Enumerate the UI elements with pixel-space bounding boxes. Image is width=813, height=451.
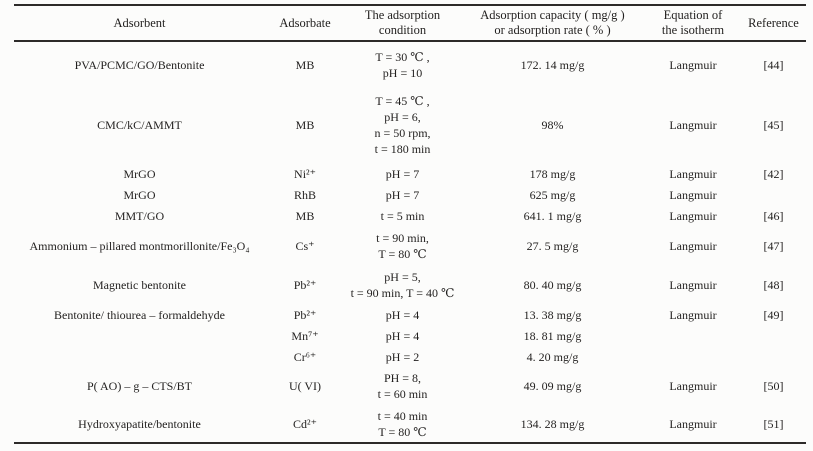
cell-adsorbate: U( VI): [288, 379, 322, 393]
table-row: [14, 184, 806, 205]
cell-reference: [741, 346, 806, 367]
condition-line: t = 40 min: [377, 408, 428, 423]
cell-isotherm: Langmuir: [669, 379, 717, 393]
cell-adsorbate: Cd²⁺: [293, 416, 317, 431]
condition-line: pH = 4: [385, 328, 420, 343]
condition-line: t = 60 min: [377, 387, 428, 401]
table-row: [14, 304, 806, 325]
table-row: [14, 205, 806, 226]
cell-adsorbent: Ammonium – pillared montmorillonite/Fe₃O₄: [29, 238, 250, 253]
condition-line: pH = 5,: [384, 269, 421, 284]
cell-adsorbent: P( AO) – g – CTS/BT: [86, 379, 192, 393]
cell-reference: [48]: [763, 277, 784, 292]
cell-isotherm: [645, 346, 741, 367]
header-line: or adsorption rate ( % ): [494, 23, 611, 37]
cell-capacity: 178 mg/g: [529, 166, 576, 181]
column-header-reference: [741, 5, 806, 41]
table-row: [14, 325, 806, 346]
cell-capacity: 98%: [541, 118, 564, 132]
condition-line: PH = 8,: [383, 371, 422, 385]
cell-adsorbent: MrGO: [123, 166, 156, 181]
header-line: The adsorption: [364, 8, 441, 22]
cell-adsorbent: [14, 325, 265, 346]
condition-line: pH = 7: [385, 187, 420, 202]
table-row: [14, 346, 806, 367]
condition-line: T = 80 ℃: [378, 246, 427, 261]
cell-capacity: 18. 81 mg/g: [523, 328, 582, 343]
cell-capacity: 4. 20 mg/g: [526, 349, 579, 364]
column-header-adsorbent: [14, 5, 265, 41]
cell-isotherm: [645, 325, 741, 346]
cell-condition: [345, 87, 460, 163]
cell-isotherm: Langmuir: [669, 187, 717, 202]
header-line: Adsorption capacity ( mg/g ): [480, 8, 625, 22]
cell-adsorbate: Ni²⁺: [294, 166, 316, 181]
cell-adsorbate: Pb²⁺: [293, 307, 317, 322]
cell-isotherm: Langmuir: [669, 57, 717, 72]
table-header: [14, 5, 806, 41]
column-header-adsorbate: [265, 5, 345, 41]
cell-adsorbate: MB: [295, 118, 315, 132]
condition-line: t = 90 min, T = 40 ℃: [350, 285, 455, 300]
cell-condition: [345, 346, 460, 367]
cell-reference: [51]: [763, 416, 784, 431]
cell-capacity: 641. 1 mg/g: [523, 208, 582, 223]
cell-reference: [46]: [763, 208, 784, 223]
table-row: [14, 226, 806, 265]
cell-reference: [741, 184, 806, 205]
cell-adsorbate: MB: [295, 208, 315, 223]
header-row: [14, 5, 806, 41]
cell-reference: [49]: [763, 307, 784, 322]
cell-condition: [345, 405, 460, 443]
cell-adsorbate: Cs⁺: [295, 238, 315, 253]
condition-line: n = 50 rpm,: [374, 126, 431, 140]
column-header-isotherm: [645, 5, 741, 41]
table-row: [14, 41, 806, 87]
cell-condition: [345, 226, 460, 265]
cell-reference: [45]: [763, 118, 784, 132]
cell-capacity: 80. 40 mg/g: [523, 277, 582, 292]
header-line: Adsorbate: [279, 15, 331, 30]
cell-reference: [47]: [763, 238, 784, 253]
cell-adsorbent: CMC/kC/AMMT: [97, 118, 182, 132]
cell-adsorbate: Pb²⁺: [293, 277, 317, 292]
condition-line: pH = 4: [385, 307, 420, 322]
table-row: [14, 405, 806, 443]
header-line: Reference: [748, 15, 799, 30]
cell-adsorbent: MrGO: [123, 187, 156, 202]
condition-line: T = 30 ℃ ,: [375, 49, 430, 64]
cell-condition: [345, 265, 460, 304]
condition-line: pH = 7: [385, 166, 420, 181]
cell-isotherm: Langmuir: [669, 277, 717, 292]
cell-capacity: 13. 38 mg/g: [523, 307, 582, 322]
cell-condition: [345, 205, 460, 226]
condition-line: pH = 2: [385, 349, 420, 364]
cell-isotherm: Langmuir: [669, 118, 717, 132]
cell-isotherm: Langmuir: [669, 208, 717, 223]
table-row: [14, 367, 806, 405]
header-line: the isotherm: [661, 23, 725, 37]
cell-condition: [345, 41, 460, 87]
cell-condition: [345, 304, 460, 325]
cell-adsorbent: Magnetic bentonite: [93, 277, 186, 292]
cell-condition: [345, 325, 460, 346]
cell-reference: [42]: [763, 166, 784, 181]
cell-reference: [741, 325, 806, 346]
condition-line: t = 5 min: [380, 208, 425, 223]
cell-isotherm: Langmuir: [669, 238, 717, 253]
cell-isotherm: Langmuir: [669, 166, 717, 181]
table-row: [14, 265, 806, 304]
table-row: [14, 87, 806, 163]
cell-adsorbent: [14, 346, 265, 367]
cell-adsorbent: PVA/PCMC/GO/Bentonite: [74, 57, 205, 72]
condition-line: t = 180 min: [374, 142, 431, 156]
cell-adsorbate: MB: [295, 57, 315, 72]
condition-line: T = 80 ℃: [378, 424, 427, 439]
cell-condition: [345, 163, 460, 184]
cell-isotherm: Langmuir: [669, 416, 717, 431]
table-row: [14, 163, 806, 184]
cell-capacity: 134. 28 mg/g: [520, 416, 585, 431]
cell-capacity: 625 mg/g: [529, 187, 576, 202]
cell-capacity: 49. 09 mg/g: [523, 379, 582, 393]
header-line: condition: [378, 23, 427, 37]
cell-adsorbate: Cr⁶⁺: [293, 349, 317, 364]
table-body: [14, 41, 806, 443]
condition-line: T = 45 ℃ ,: [375, 94, 430, 108]
condition-line: pH = 6,: [384, 110, 421, 124]
column-header-condition: [345, 5, 460, 41]
cell-adsorbent: Hydroxyapatite/bentonite: [78, 416, 201, 431]
cell-capacity: 172. 14 mg/g: [520, 57, 585, 72]
column-header-capacity: [460, 5, 645, 41]
cell-reference: [44]: [763, 57, 784, 72]
condition-line: t = 90 min,: [376, 230, 429, 245]
condition-line: pH = 10: [382, 65, 423, 80]
cell-isotherm: Langmuir: [669, 307, 717, 322]
cell-adsorbate: Mn⁷⁺: [291, 328, 319, 343]
cell-adsorbate: RhB: [293, 187, 316, 202]
cell-condition: [345, 184, 460, 205]
cell-condition: [345, 367, 460, 405]
header-line: Equation of: [663, 8, 723, 22]
cell-adsorbent: MMT/GO: [114, 208, 165, 223]
header-line: Adsorbent: [113, 15, 166, 30]
cell-capacity: 27. 5 mg/g: [526, 238, 579, 253]
cell-reference: [50]: [763, 379, 784, 393]
adsorption-table: [14, 4, 806, 444]
cell-adsorbent: Bentonite/ thiourea – formaldehyde: [54, 307, 225, 322]
